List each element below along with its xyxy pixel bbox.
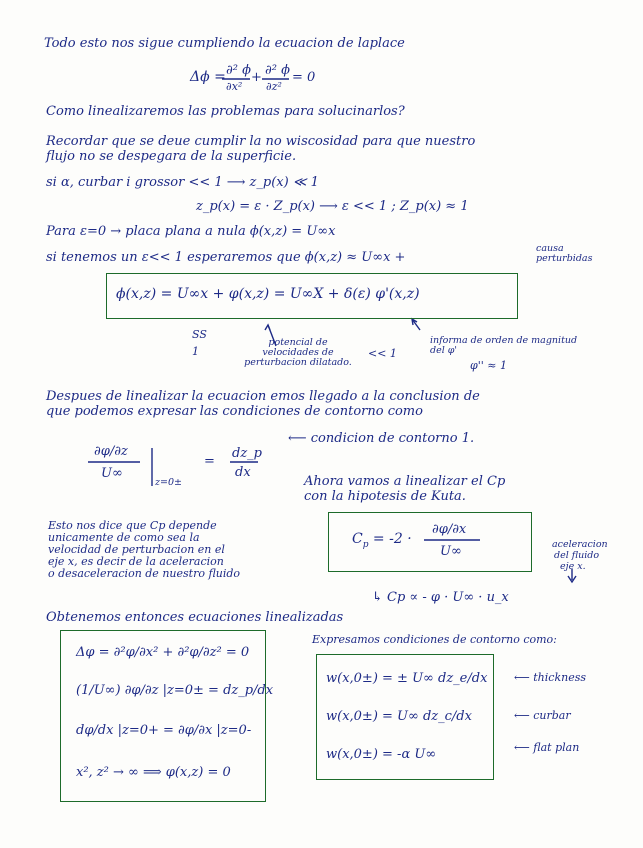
cp-lhs: $C_p = -2$ · (352, 531, 412, 550)
acel-note-3: eje x. (560, 561, 586, 572)
bc-row-2: w(x,0±) = U∞ dz_c/dx (326, 709, 472, 724)
bc1-equals: = (204, 454, 215, 469)
lin-eq-2: (1/U∞) ∂φ/∂z |z=0± = dz_p/dx (76, 683, 274, 698)
label-camber: ⟵ curbar (514, 709, 571, 722)
cp-explain-4: eje x, es decir de la aceleracion (48, 555, 224, 568)
thickness-condition: si α, curbar i grossor << 1 ⟶ z_p(x) ≪ 1 (46, 175, 319, 190)
cp-linearize-1: Ahora vamos a linealizar el Cp (304, 474, 506, 489)
acel-note-1: aceleracion (552, 539, 608, 550)
perturbation-line: si tenemos un ε<< 1 esperaremos que ϕ(x,z) ≈ U∞x + (46, 250, 406, 265)
conclusion-line-2: que podemos expresar las condiciones de contorno como (46, 404, 423, 419)
cp-proportional: ↳ Cp ∝ - φ · U∞ · u_x (372, 590, 509, 605)
bc-row-3: w(x,0±) = -α U∞ (326, 747, 437, 762)
label-flat: ⟵ flat plan (514, 741, 580, 754)
label-thickness: ⟵ thickness (514, 671, 586, 684)
lin-eq-4: x², z² → ∞ ⟹ φ(x,z) = 0 (76, 765, 231, 780)
lin-eq-1: Δφ = ∂²φ/∂x² + ∂²φ/∂z² = 0 (76, 645, 250, 660)
linearized-heading: Obtenemos entonces ecuaciones linealizadas (46, 610, 344, 625)
flat-plate-line: Para ε=0 → placa plana a nula ϕ(x,z) = U∞x (46, 224, 336, 239)
bc1-label: ⟵ condicion de contorno 1. (288, 431, 475, 446)
laplace-den-z: ∂z² (266, 80, 282, 93)
perturbation-note: causa perturbidas (536, 243, 593, 264)
bc1-rhs-den: dx (235, 465, 251, 480)
cp-explain-5: o desaceleracion de nuestro fluido (48, 567, 241, 580)
viscosity-line-1: Recordar que se deue cumplir la no wiscosidad para que nuestro (46, 134, 476, 149)
potential-note: potencial de velocidades de perturbacion dilatado. (244, 337, 352, 368)
laplace-intro-text: Todo esto nos sigue cumpliendo la ecuacion de laplace (44, 36, 405, 51)
linearize-question: Como linealizaremos las problemas para solucinarlos? (46, 104, 405, 119)
laplace-den-x: ∂x² (226, 80, 243, 93)
order-magnitude-note: informa de orden de magnitud del φ' (430, 335, 578, 356)
order-one: 1 (192, 345, 199, 358)
lin-eq-3: dφ/dx |z=0+ = ∂φ/∂x |z=0- (76, 723, 252, 738)
cp-num: ∂φ/∂x (432, 522, 467, 537)
acel-note-2: del fluido (554, 550, 600, 561)
zp-scaling: z_p(x) = ε · Z_p(x) ⟶ ε << 1 ; Z_p(x) ≈ 1 (196, 199, 469, 214)
laplace-num-z: ∂² ϕ (265, 63, 290, 78)
laplace-delta: Δϕ = (190, 69, 226, 85)
laplace-zero: = 0 (292, 70, 316, 85)
bc1-eval: z=0± (155, 477, 182, 488)
laplace-plus: + (251, 70, 262, 85)
cp-den: U∞ (440, 544, 462, 559)
bc1-numerator: ∂φ/∂z (94, 444, 128, 459)
laplace-num-x: ∂² ϕ (226, 63, 251, 78)
cp-explain-2: unicamente de como sea la (48, 531, 200, 544)
viscosity-line-2: flujo no se despegara de la superficie. (46, 149, 297, 164)
conclusion-line-1: Despues de linealizar la ecuacion emos llegado a la conclusion de (46, 389, 480, 404)
cp-explain-3: velocidad de perturbacion en el (48, 543, 225, 556)
bc-header: Expresamos condiciones de contorno como: (312, 633, 557, 646)
order-phi-eq: φ'' ≈ 1 (470, 359, 507, 372)
cp-explain-1: Esto nos dice que Cp depende (48, 519, 217, 532)
cp-linearize-2: con la hipotesis de Kuta. (304, 489, 466, 504)
order-ss: SS (192, 328, 207, 341)
main-equation: ϕ(x,z) = U∞x + φ(x,z) = U∞X + δ(ε) φ'(x,z) (116, 286, 420, 302)
bc1-rhs-num: dz_p (232, 446, 262, 461)
order-ll1: << 1 (368, 347, 397, 360)
bc1-denominator: U∞ (101, 466, 123, 481)
bc-row-1: w(x,0±) = ± U∞ dz_e/dx (326, 671, 488, 686)
